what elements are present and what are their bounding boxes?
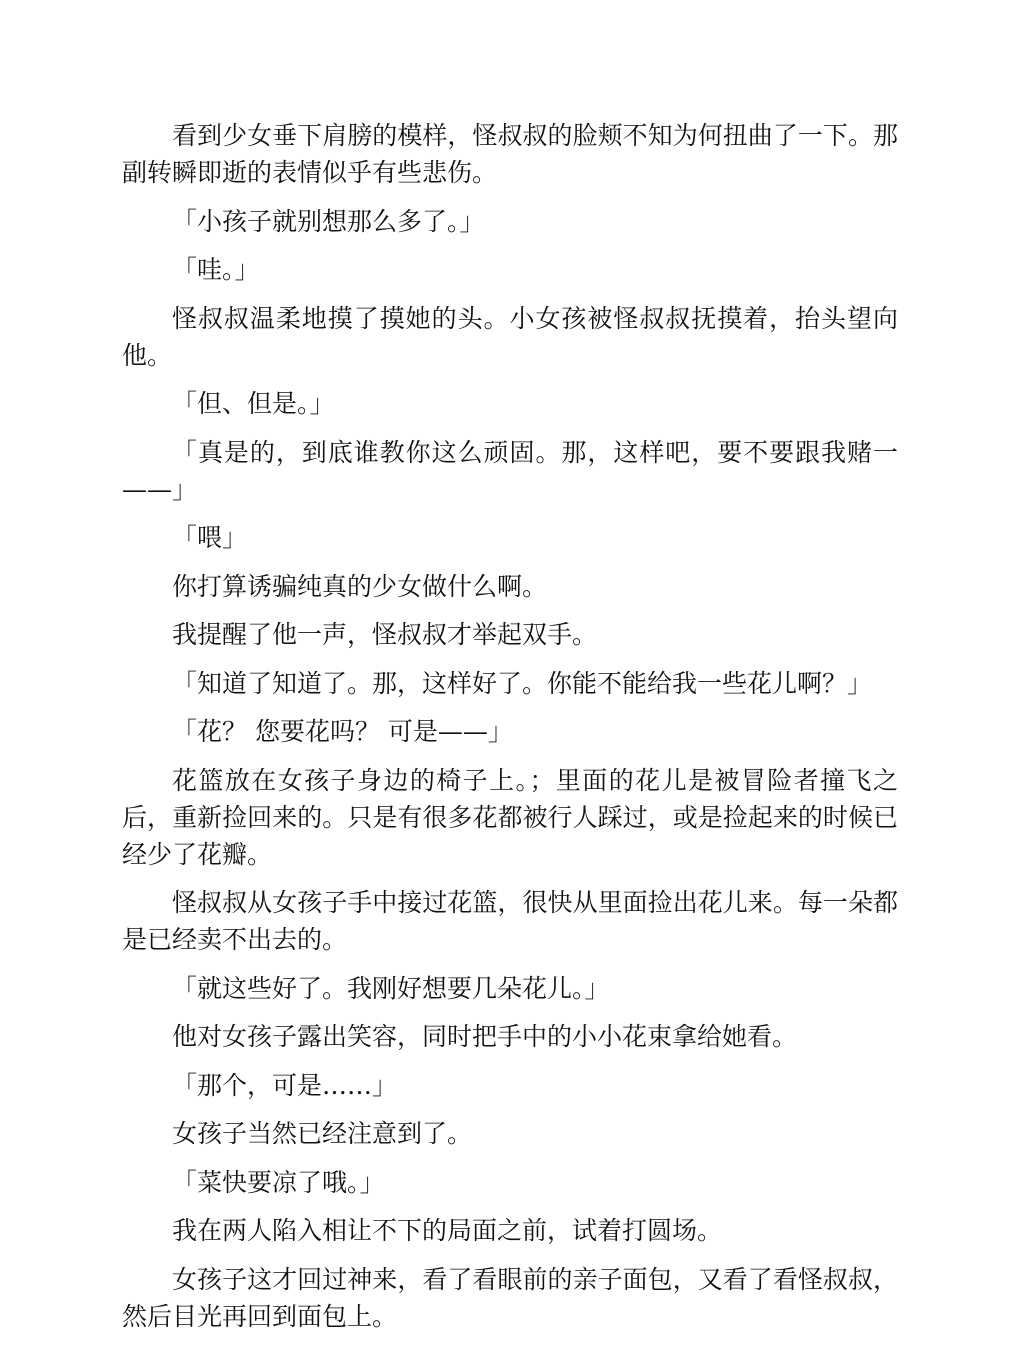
paragraph: 花篮放在女孩子身边的椅子上。；里面的花儿是被冒险者撞飞之后，重新捡回来的。只是有很多花都被行人踩过，或是捡起来的时候已经少了花瓣。 bbox=[122, 765, 898, 869]
paragraph: 我提醒了他一声，怪叔叔才举起双手。 bbox=[172, 620, 598, 649]
paragraph: 看到少女垂下肩膀的模样，怪叔叔的脸颊不知为何扭曲了一下。那副转瞬即逝的表情似乎有些悲伤。 bbox=[122, 121, 898, 187]
paragraph: 「喂」 bbox=[172, 523, 248, 552]
paragraph: 「真是的，到底谁教你这么顽固。那，这样吧，要不要跟我赌一——」 bbox=[122, 437, 898, 504]
document-page bbox=[122, 117, 898, 1346]
paragraph: 「那个，可是……」 bbox=[172, 1070, 398, 1100]
paragraph: 「就这些好了。我刚好想要几朵花儿。」 bbox=[172, 973, 610, 1003]
paragraph: 我在两人陷入相让不下的局面之前，试着打圆场。 bbox=[172, 1216, 723, 1245]
paragraph: 女孩子当然已经注意到了。 bbox=[172, 1119, 473, 1148]
paragraph: 怪叔叔从女孩子手中接过花篮，很快从里面捡出花儿来。每一朵都是已经卖不出去的。 bbox=[122, 888, 898, 954]
paragraph: 「菜快要凉了哦。」 bbox=[172, 1167, 385, 1197]
paragraph: 女孩子这才回过神来，看了看眼前的亲子面包，又看了看怪叔叔，然后目光再回到面包上。 bbox=[122, 1264, 898, 1331]
paragraph: 你打算诱骗纯真的少女做什么啊。 bbox=[172, 571, 548, 601]
paragraph: 「小孩子就别想那么多了。」 bbox=[172, 206, 485, 236]
paragraph: 「花？ 您要花吗？ 可是——」 bbox=[172, 717, 513, 746]
paragraph: 「知道了知道了。那，这样好了。你能不能给我一些花儿啊？」 bbox=[172, 668, 873, 698]
paragraph: 他对女孩子露出笑容，同时把手中的小小花束拿给她看。 bbox=[172, 1022, 798, 1051]
paragraph: 「哇。」 bbox=[172, 255, 260, 284]
paragraph: 「但、但是。」 bbox=[172, 389, 335, 418]
paragraph: 怪叔叔温柔地摸了摸她的头。小女孩被怪叔叔抚摸着，抬头望向他。 bbox=[122, 303, 898, 370]
